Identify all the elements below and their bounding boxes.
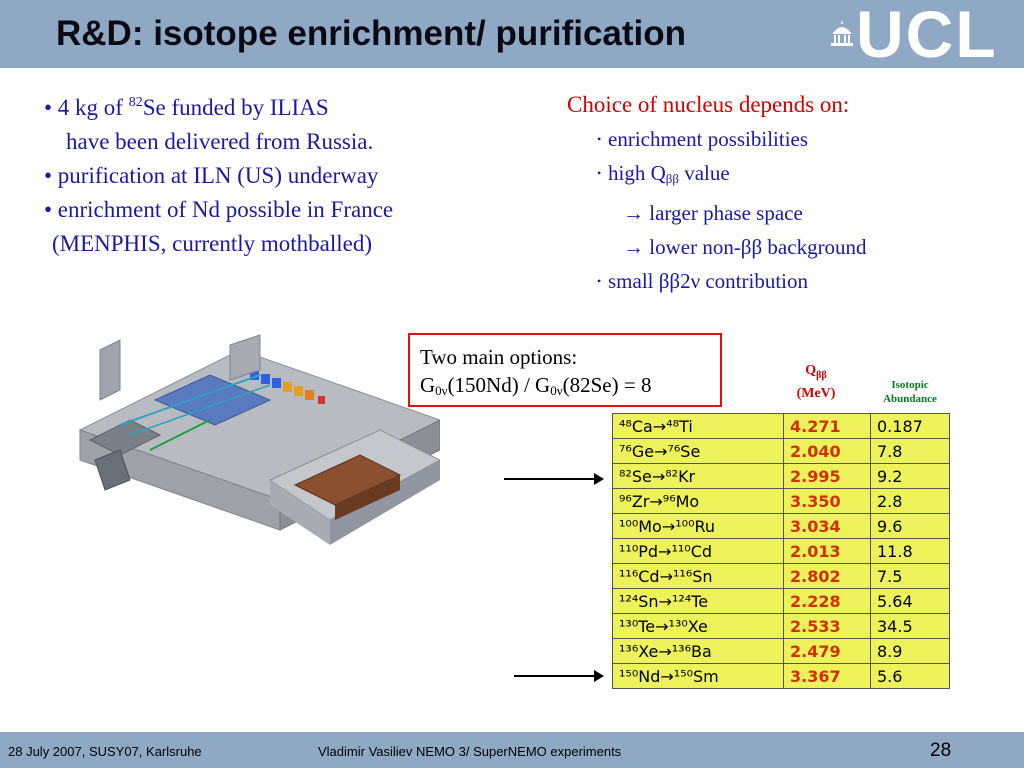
detector-facility-illustration [60,330,440,580]
q-unit: (MeV) [796,385,836,401]
isotope-reaction-cell: ¹³⁰Te→¹³⁰Xe [613,614,784,639]
isotope-reaction-cell: ⁷⁶Ge→⁷⁶Se [613,439,784,464]
isotope-row [613,614,950,639]
nucleus-choice-panel [567,92,867,298]
isotope-row [613,514,950,539]
abundance-cell: 8.9 [871,639,950,664]
criterion-q-value [567,156,867,196]
isotope-reaction-cell: ¹²⁴Sn→¹²⁴Te [613,589,784,614]
criteria-list [567,122,867,298]
q-symbol: high Q [608,161,666,185]
q-value-cell: 2.479 [784,639,871,664]
arrow-nd-row [514,675,602,677]
slide-title: R&D: isotope enrichment/ purification [56,14,687,53]
isotope-row [613,664,950,689]
ratio-end: (82Se) = 8 [562,373,652,397]
q-header-symbol [786,362,846,385]
criterion-2nu [567,264,867,298]
isotope-row [613,489,950,514]
q-value-cell: 2.013 [784,539,871,564]
q-column-header [786,362,846,403]
q-value-cell: 2.228 [784,589,871,614]
q-value-cell: 2.995 [784,464,871,489]
criterion-text: small ββ2ν contribution [608,269,809,293]
q-value-cell: 4.271 [784,414,871,439]
bullet-dot: • [597,132,602,146]
q-value-cell: 3.367 [784,664,871,689]
abundance-cell: 7.8 [871,439,950,464]
bullet-selenium-cont: have been delivered from Russia. [66,129,374,154]
q-value-cell: 2.533 [784,614,871,639]
isotope-reaction-cell: ⁴⁸Ca→⁴⁸Ti [613,414,784,439]
criterion-text [595,161,730,185]
isotope-row [613,539,950,564]
q-value-label: value [678,161,730,185]
logo-text: UCL [856,0,998,71]
q-main: Q [805,363,817,378]
sub-background: → lower non-ββ background [623,235,867,259]
isotope-row [613,564,950,589]
abundance-cell: 7.5 [871,564,950,589]
g-symbol: G [420,373,436,397]
portico-dome-icon [828,18,856,48]
options-line-1: Two main options: [420,345,578,369]
footer-author-talk: Vladimir Vasiliev NEMO 3/ SuperNEMO experiments [318,744,622,759]
arrow-se-row [504,478,602,480]
isotope-row [613,589,950,614]
abundance-cell: 11.8 [871,539,950,564]
bullet-text: Se funded by ILIAS [142,95,329,120]
isotope-row [613,639,950,664]
q-value-cell: 3.350 [784,489,871,514]
header-bar [0,0,1024,71]
q-sub: ββ [816,369,827,381]
criterion-text: enrichment possibilities [608,127,809,151]
abundance-cell: 9.6 [871,514,950,539]
sub-phase-space: → larger phase space [623,201,803,225]
abundance-cell: 2.8 [871,489,950,514]
isotope-reaction-cell: ¹⁵⁰Nd→¹⁵⁰Sm [613,664,784,689]
abundance-cell: 5.6 [871,664,950,689]
isotope-table [612,413,950,689]
q-value-cell: 2.040 [784,439,871,464]
isotope-reaction-cell: ¹¹⁰Pd→¹¹⁰Cd [613,539,784,564]
isotope-row [613,439,950,464]
isotope-table-body [613,414,950,689]
abundance-cell: 9.2 [871,464,950,489]
bullet-text: • 4 kg of [44,95,129,120]
isotope-row [613,464,950,489]
mass-number-sup: 82 [128,95,143,110]
isotope-row [613,414,950,439]
abundance-cell: 34.5 [871,614,950,639]
ucl-logo [826,0,1006,71]
isotope-reaction-cell: ⁸²Se→⁸²Kr [613,464,784,489]
g-subscript: 0ν [435,383,448,398]
bullet-menphis: (MENPHIS, currently mothballed) [52,231,373,256]
isotope-reaction-cell: ⁹⁶Zr→⁹⁶Mo [613,489,784,514]
bullet-purification: • purification at ILN (US) underway [44,163,379,188]
bullet-enrichment-nd: • enrichment of Nd possible in France [44,197,394,222]
slide-number: 28 [930,740,952,761]
left-bullet-list [44,86,393,261]
ratio-mid: (150Nd) / G [447,373,551,397]
abundance-cell: 0.187 [871,414,950,439]
isotope-reaction-cell: ¹³⁶Xe→¹³⁶Ba [613,639,784,664]
bullet-dot: • [597,166,602,180]
abundance-column-header [872,378,948,406]
abundance-line-1: Isotopic [891,379,929,391]
isotope-reaction-cell: ¹¹⁶Cd→¹¹⁶Sn [613,564,784,589]
isotope-reaction-cell: ¹⁰⁰Mo→¹⁰⁰Ru [613,514,784,539]
abundance-line-2: Abundance [883,393,937,405]
options-line-2 [420,371,710,405]
bullet-dot: • [597,274,602,288]
abundance-cell: 5.64 [871,589,950,614]
g-subscript: 0ν [550,383,563,398]
footer-date-event: 28 July 2007, SUSY07, Karlsruhe [8,744,202,759]
criterion-enrichment [567,122,867,156]
panel-heading: Choice of nucleus depends on: [567,92,850,117]
q-value-cell: 2.802 [784,564,871,589]
q-value-cell: 3.034 [784,514,871,539]
options-box [408,333,722,407]
bullet-selenium [44,86,393,125]
footer-bar [0,732,1024,768]
q-subscript: ββ [665,171,679,186]
